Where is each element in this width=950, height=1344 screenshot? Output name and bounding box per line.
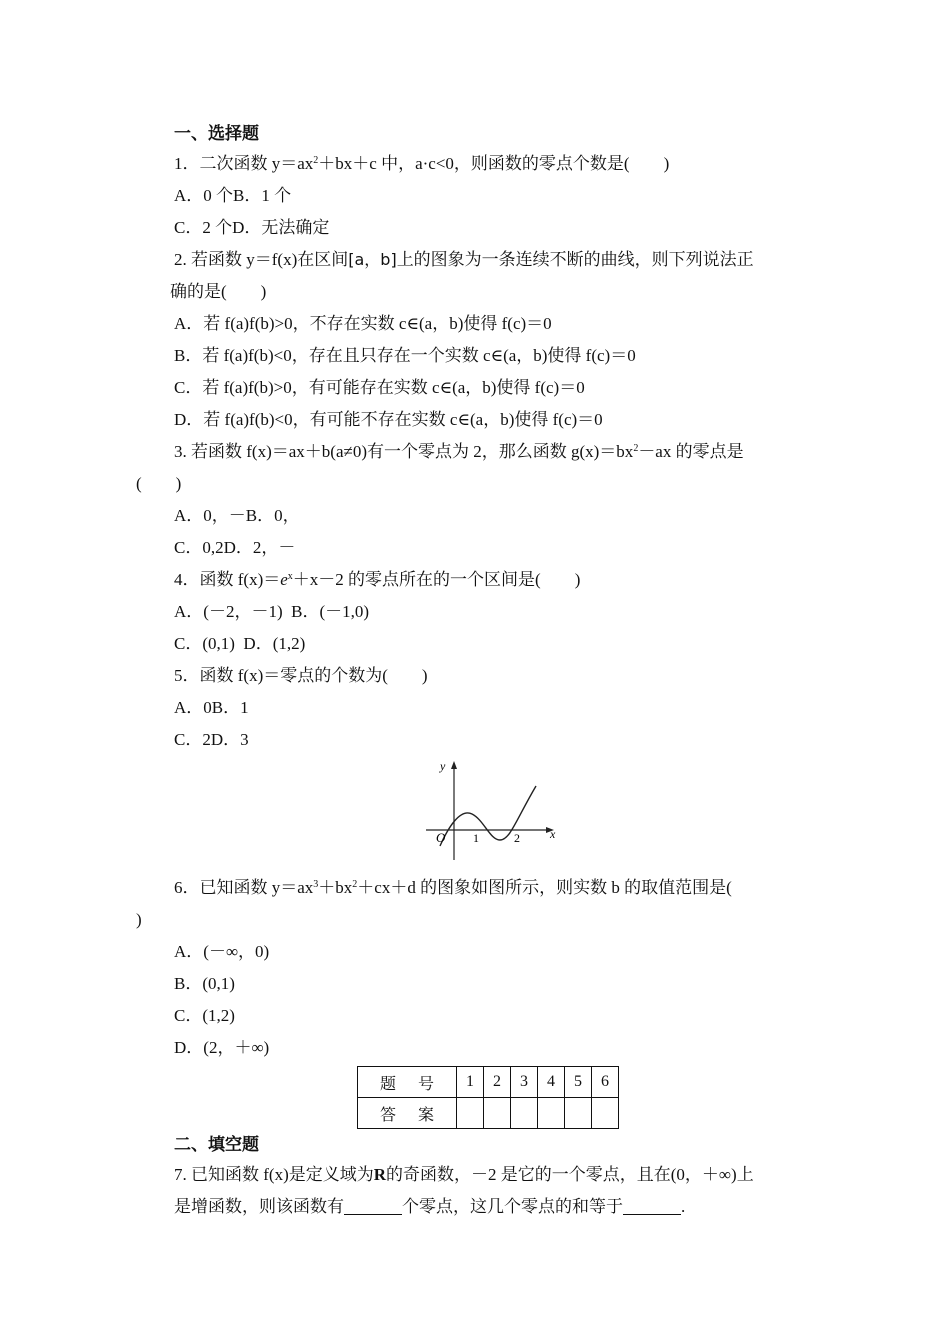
q7-blank-sum[interactable] <box>623 1198 681 1215</box>
q1-text-a: 1．二次函数 y＝ax <box>174 154 314 173</box>
q1-option-d: D．无法确定 <box>232 218 330 237</box>
q6-option-d: D．(2，＋∞) <box>174 1038 270 1057</box>
q6-option-b: B．(0,1) <box>174 974 235 993</box>
q5-option-c: C．2 <box>174 730 211 749</box>
section-heading-fill: 二、填空题 <box>174 1135 259 1154</box>
q1-options-ab <box>174 185 291 207</box>
q6-exponent-3: 3 <box>313 879 319 890</box>
answer-table <box>357 1066 619 1129</box>
q7-text-a: 7. 已知函数 f(x)是定义域为 <box>174 1165 374 1184</box>
origin-label: O <box>436 830 446 845</box>
q3-option-a: A．0，－ <box>174 506 246 525</box>
answer-cell-1[interactable] <box>457 1098 484 1129</box>
table-number-cell: 5 <box>565 1067 592 1098</box>
q1-option-c: C．2 个 <box>174 218 233 237</box>
q7-text-b: 的奇函数，－2 是它的一个零点，且在(0，＋∞)上 <box>386 1165 754 1184</box>
q3-text-b: －ax 的零点是 <box>638 442 744 461</box>
q5-option-b: B．1 <box>211 698 249 717</box>
answer-cell-6[interactable] <box>592 1098 619 1129</box>
table-header-number: 题号 <box>358 1067 457 1098</box>
table-number-cell: 2 <box>484 1067 511 1098</box>
answer-cell-5[interactable] <box>565 1098 592 1129</box>
q5-options-cd <box>174 729 249 751</box>
q1-text-b: ＋bx＋c 中，a·c<0，则函数的零点个数是( ) <box>318 154 670 173</box>
q5-option-a: A．0 <box>174 698 212 717</box>
q3-options-ab <box>174 505 300 527</box>
q6-text-c: ＋cx＋d 的图象如图所示，则实数 b 的取值范围是( <box>357 878 732 897</box>
question-2 <box>174 249 754 271</box>
q4-option-c: C．(0,1) <box>174 634 235 653</box>
tick-label-1: 1 <box>473 831 479 845</box>
q7-blank-count[interactable] <box>344 1198 402 1215</box>
table-number-cell: 3 <box>511 1067 538 1098</box>
q2-option-a: A．若 f(a)f(b)>0，不存在实数 c∈(a，b)使得 f(c)＝0 <box>174 314 552 333</box>
q3-text-a: 3. 若函数 f(x)＝ax＋b(a≠0)有一个零点为 2，那么函数 g(x)＝bx <box>174 442 634 461</box>
tick-label-2: 2 <box>514 831 520 845</box>
q4-options-ab <box>174 601 369 623</box>
q4-option-b: B．(－1,0) <box>291 602 370 621</box>
q3-line-2: ( ) <box>136 474 182 493</box>
q5-option-d: D．3 <box>210 730 249 749</box>
q4-e: e <box>280 570 288 589</box>
answer-table-answer-row <box>358 1098 619 1129</box>
cubic-graph-figure <box>420 758 560 864</box>
q4-options-cd <box>174 633 305 655</box>
y-axis-arrow <box>451 761 457 769</box>
q7-text-c: 是增函数，则该函数有 <box>174 1197 344 1216</box>
q2-option-b: B．若 f(a)f(b)<0，存在且只存在一个实数 c∈(a，b)使得 f(c)＝0 <box>174 346 636 365</box>
q3-option-b: B．0， <box>245 506 300 525</box>
answer-table-number-row <box>358 1067 619 1098</box>
q6-option-c: C．(1,2) <box>174 1006 235 1025</box>
question-3 <box>174 441 744 463</box>
q2-text-b: 上的图象为一条连续不断的曲线，则下列说法正 <box>396 250 754 269</box>
q4-text-b: ＋x－2 的零点所在的一个区间是( ) <box>292 570 581 589</box>
q4-option-a: A．(－2，－1) <box>174 602 283 621</box>
q7-text-d: 个零点，这几个零点的和等于 <box>402 1197 623 1216</box>
question-4 <box>174 569 580 591</box>
table-number-cell: 4 <box>538 1067 565 1098</box>
q3-exponent: 2 <box>633 443 639 454</box>
q3-option-d: D．2，－ <box>223 538 296 557</box>
q4-exponent: x <box>287 571 293 582</box>
x-axis-label: x <box>550 827 556 841</box>
q6-option-a: A．(－∞，0) <box>174 942 270 961</box>
q6-exponent-2: 2 <box>352 879 358 890</box>
q7-real-set: R <box>373 1165 387 1184</box>
question-6 <box>174 877 732 899</box>
answer-cell-2[interactable] <box>484 1098 511 1129</box>
section-heading-choice: 一、选择题 <box>174 124 259 143</box>
q7-text-end: . <box>681 1197 686 1216</box>
q2-option-d: D．若 f(a)f(b)<0，有可能不存在实数 c∈(a，b)使得 f(c)＝0 <box>174 410 603 429</box>
q5-options-ab <box>174 697 249 719</box>
table-header-answer: 答案 <box>358 1098 457 1129</box>
q2-option-c: C．若 f(a)f(b)>0，有可能存在实数 c∈(a，b)使得 f(c)＝0 <box>174 378 585 397</box>
table-number-cell: 1 <box>457 1067 484 1098</box>
q1-option-b: B．1 个 <box>233 186 292 205</box>
q2-text-a: 2. 若函数 y＝f(x)在区间 <box>174 250 349 269</box>
q1-exponent: 2 <box>313 155 319 166</box>
q3-option-c: C．0,2 <box>174 538 224 557</box>
table-number-cell: 6 <box>592 1067 619 1098</box>
q2-line-2: 确的是( ) <box>170 282 267 301</box>
q6-text-b: ＋bx <box>318 878 353 897</box>
q4-text-a: 4．函数 f(x)＝ <box>174 570 281 589</box>
question-1 <box>174 153 669 175</box>
question-7 <box>174 1164 754 1186</box>
answer-cell-3[interactable] <box>511 1098 538 1129</box>
q7-line-2 <box>174 1196 685 1218</box>
question-5: 5．函数 f(x)＝零点的个数为( ) <box>174 666 428 685</box>
q1-options-cd <box>174 217 329 239</box>
q6-line-2: ) <box>136 910 142 929</box>
q2-interval: [a，b] <box>348 250 397 269</box>
q1-option-a: A．0 个 <box>174 186 234 205</box>
q4-option-d: D．(1,2) <box>243 634 306 653</box>
y-axis-label: y <box>440 759 446 773</box>
answer-cell-4[interactable] <box>538 1098 565 1129</box>
q6-text-a: 6．已知函数 y＝ax <box>174 878 314 897</box>
q3-options-cd <box>174 537 295 559</box>
